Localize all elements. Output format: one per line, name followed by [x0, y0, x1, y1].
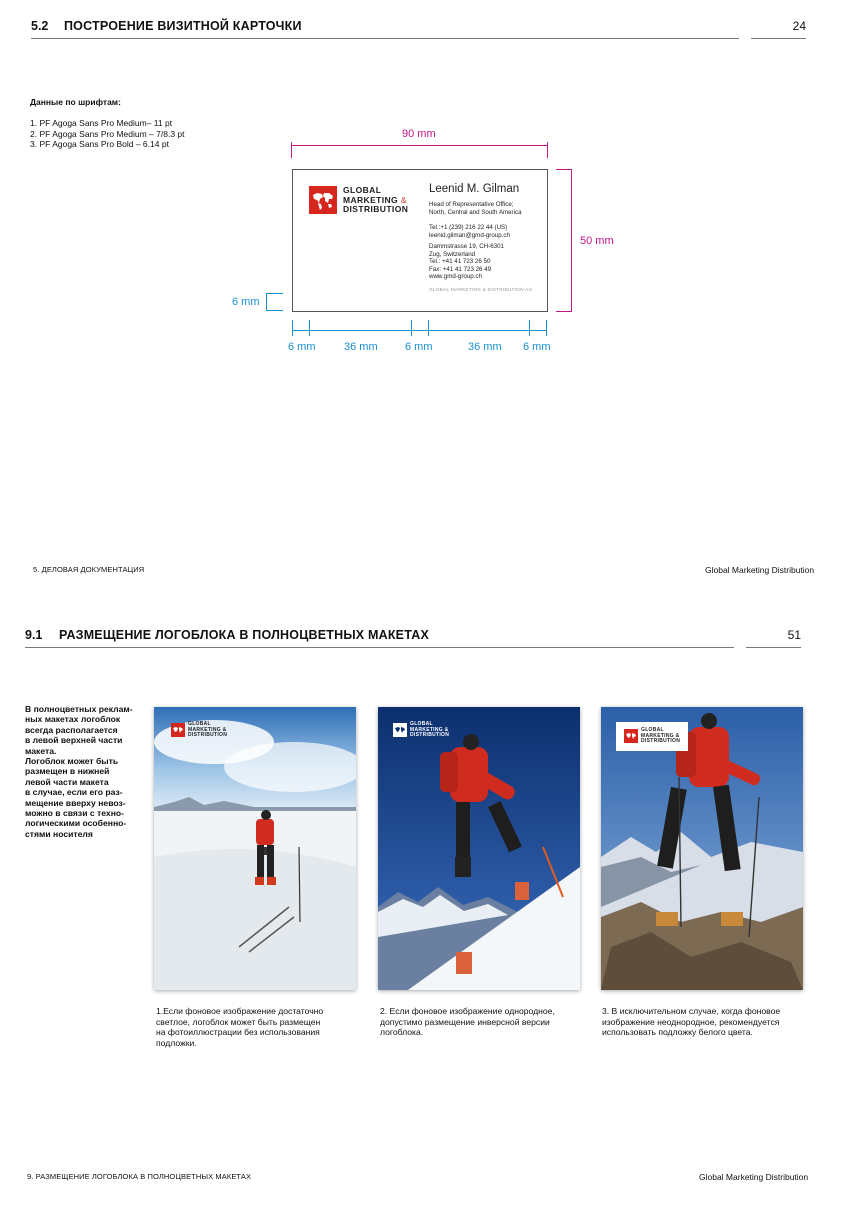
grid-label: 36 mm: [344, 341, 378, 353]
page-number: 51: [787, 628, 801, 642]
caption-line: допустимо размещение инверсной версии: [380, 1016, 550, 1027]
logo-word: MARKETING &: [641, 732, 680, 739]
caption-line: светлое, логоблок может быть размещен: [156, 1016, 321, 1027]
footer-right: Global Marketing Distribution: [705, 565, 815, 575]
grid-label: 6 mm: [523, 341, 551, 353]
caption-1: [156, 1006, 361, 1048]
intro-line: левой части макета: [25, 776, 109, 787]
mini-logo-text: [410, 722, 449, 739]
photo-logo-inverse: [393, 722, 449, 739]
photo-logo-white-plate: [616, 722, 688, 751]
logo-word: GLOBAL: [641, 727, 664, 733]
bottom-margin-label: 6 mm: [232, 296, 260, 308]
logo-word: DISTRIBUTION: [410, 732, 450, 739]
card-logo-text: [343, 186, 408, 215]
grid-tick: [411, 320, 412, 336]
card-title: [429, 201, 522, 216]
intro-line: в левой верхней части: [25, 735, 123, 746]
grid-tick: [292, 320, 293, 336]
caption-2: [380, 1006, 585, 1038]
card-line: Dammstrasse 19, CH-6301: [429, 243, 504, 250]
header-rule: [25, 647, 734, 648]
grid-tick: [546, 320, 547, 336]
logo-word: DISTRIBUTION: [188, 732, 228, 739]
logo-word: GLOBAL: [188, 721, 211, 727]
mini-logo-text: [641, 728, 680, 745]
grid-label: 36 mm: [468, 341, 502, 353]
logo-word: MARKETING: [343, 194, 399, 205]
world-map-logo-icon: [624, 729, 638, 743]
mini-logo-text: [188, 722, 227, 739]
caption-line: на фотоиллюстрации без использования: [156, 1027, 320, 1038]
height-dimension-label: 50 mm: [580, 235, 614, 247]
width-dimension-label: 90 mm: [402, 128, 436, 140]
caption-line: изображение неоднородное, рекомендуется: [602, 1016, 780, 1027]
height-dimension-line: [571, 169, 572, 312]
font-item: 1. PF Agoga Sans Pro Medium– 11 pt: [30, 118, 173, 128]
card-company: GLOBAL MARKETING & DISTRIBUTION AG: [429, 288, 533, 293]
intro-line: логическими особенно-: [25, 818, 127, 829]
card-line: leenid.gilman@gmd-group.ch: [429, 231, 510, 239]
caption-line: 1.Если фоновое изображение достаточно: [156, 1006, 324, 1016]
margin-line: [266, 293, 267, 311]
grid-tick: [428, 320, 429, 336]
logo-word: MARKETING &: [410, 726, 449, 733]
header-rule: [31, 38, 739, 39]
grid-label: 6 mm: [288, 341, 316, 353]
logo-word: GLOBAL: [343, 185, 382, 195]
caption-line: 3. В исключительном случае, когда фоновое: [602, 1006, 781, 1016]
intro-line: размещен в нижней: [25, 766, 110, 777]
card-address: [429, 243, 504, 281]
intro-line: всегда располагается: [25, 724, 118, 735]
card-line: North, Central and South America: [429, 208, 522, 216]
intro-line: ных макетах логоблок: [25, 714, 121, 725]
intro-text: [25, 704, 150, 839]
margin-tick-bottom: [266, 310, 283, 311]
fonts-list: [30, 118, 185, 150]
grid-baseline: [292, 330, 546, 331]
height-tick-top: [556, 169, 572, 170]
grid-label: 6 mm: [405, 341, 433, 353]
card-line: Head of Representative Office;: [429, 201, 514, 208]
world-map-logo-icon: [309, 186, 337, 214]
section-number: 9.1: [25, 628, 43, 642]
logo-word: DISTRIBUTION: [641, 738, 681, 745]
page-number-rule: [751, 38, 806, 39]
intro-line: можно в связи с техно-: [25, 808, 124, 819]
intro-line: макета.: [25, 745, 57, 756]
grid-tick: [309, 320, 310, 336]
footer-right: Global Marketing Distribution: [699, 1172, 809, 1182]
card-line: Tel.: +41 41 723 26 50: [429, 258, 491, 266]
section-title: ПОСТРОЕНИЕ ВИЗИТНОЙ КАРТОЧКИ: [64, 19, 302, 33]
card-logo: [309, 186, 408, 215]
caption-3: [602, 1006, 807, 1038]
card-contacts: [429, 224, 510, 239]
logo-word: GLOBAL: [410, 721, 433, 727]
caption-line: логоблока.: [380, 1027, 424, 1038]
grid-tick: [529, 320, 530, 336]
caption-line: использовать подложку белого цвета.: [602, 1027, 753, 1038]
intro-line: стями носителя: [25, 828, 93, 839]
card-line: Tel.:+1 (239) 216 22 44 (US): [429, 224, 508, 231]
card-line: Fax: +41 41 723 26 49: [429, 265, 492, 273]
example-photo-light: [154, 707, 356, 990]
example-photo-uniform: [378, 707, 580, 990]
logo-word: DISTRIBUTION: [343, 204, 409, 214]
margin-tick-top: [266, 293, 283, 294]
example-photo-mixed: [601, 707, 803, 990]
caption-line: подложки.: [156, 1037, 197, 1048]
width-tick-left: [291, 142, 292, 158]
font-item: 2. PF Agoga Sans Pro Medium – 7/8.3 pt: [30, 128, 185, 139]
logo-word: MARKETING &: [188, 726, 227, 733]
world-map-logo-icon: [171, 723, 185, 737]
card-person-name: Leenid M. Gilman: [429, 183, 520, 195]
photo-logo-light: [171, 722, 227, 739]
caption-line: 2. Если фоновое изображение однородное,: [380, 1006, 555, 1016]
section-number: 5.2: [31, 19, 49, 33]
footer-left: 9. РАЗМЕЩЕНИЕ ЛОГОБЛОКА В ПОЛНОЦВЕТНЫХ МАКЕТАХ: [27, 1172, 252, 1181]
intro-line: В полноцветных реклам-: [25, 704, 133, 714]
logo-ampersand: &: [400, 194, 407, 205]
page-number: 24: [792, 19, 806, 33]
world-map-logo-icon: [393, 723, 407, 737]
height-tick-bottom: [556, 311, 572, 312]
fonts-heading: Данные по шрифтам:: [30, 97, 121, 107]
footer-left: 5. ДЕЛОВАЯ ДОКУМЕНТАЦИЯ: [33, 565, 145, 574]
intro-line: Логоблок может быть: [25, 756, 119, 767]
width-dimension-line: [291, 145, 548, 146]
card-line: Zug, Switzerland: [429, 250, 476, 258]
skier-photo-light: [154, 707, 356, 990]
intro-line: мещение вверху невоз-: [25, 797, 126, 808]
business-card: [292, 169, 548, 312]
page-number-rule: [746, 647, 801, 648]
intro-line: в случае, если его раз-: [25, 787, 123, 798]
section-title: РАЗМЕЩЕНИЕ ЛОГОБЛОКА В ПОЛНОЦВЕТНЫХ МАКЕТАХ: [59, 628, 430, 642]
climber-photo-blue: [378, 707, 580, 990]
font-item: 3. PF Agoga Sans Pro Bold – 6.14 pt: [30, 139, 169, 149]
card-line: www.gmd-group.ch: [429, 273, 482, 281]
width-tick-right: [547, 142, 548, 158]
